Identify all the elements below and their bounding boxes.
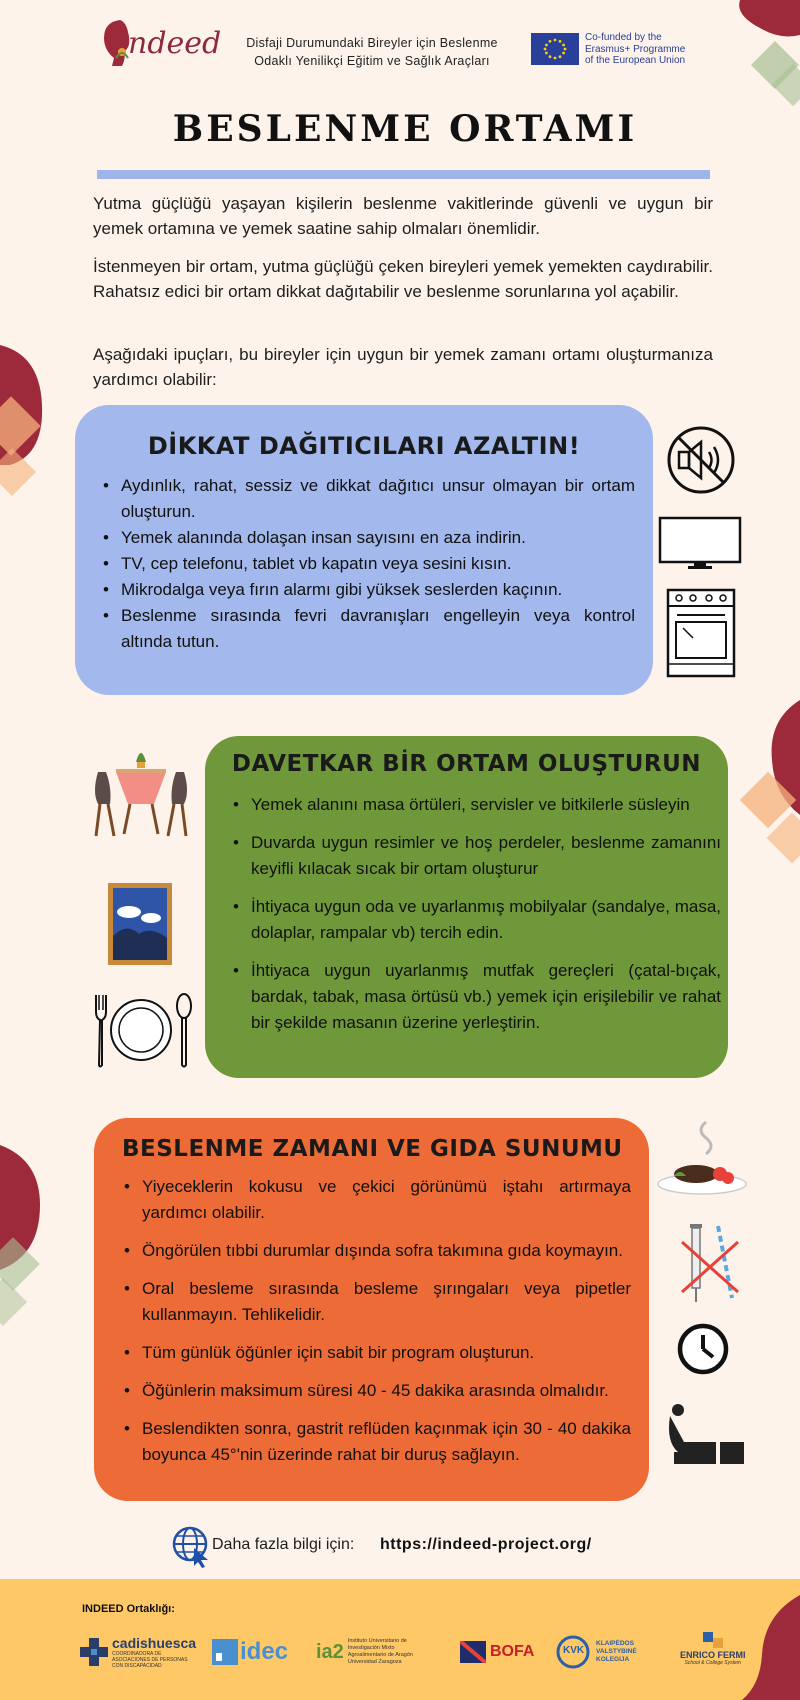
fermi-cube-icon xyxy=(701,1630,725,1650)
partner-name: ENRICO FERMI xyxy=(680,1650,746,1660)
food-plate-icon xyxy=(656,1118,748,1198)
mute-icon xyxy=(665,424,737,496)
list-item: • Yemek alanında dolaşan insan sayısını en aza indirin. xyxy=(103,525,635,551)
list-item: • Öğünlerin maksimum süresi 40 - 45 dakika arasında olmalıdır. xyxy=(124,1378,631,1404)
list-item: • Aydınlık, rahat, sessiz ve dikkat dağıtıcı unsur olmayan bir ortam oluşturun. xyxy=(103,473,635,525)
partner-subtitle: KLAIPĖDOS VALSTYBINĖ KOLEGIJA xyxy=(596,1640,637,1663)
oven-icon xyxy=(665,588,737,680)
clock-icon xyxy=(676,1322,730,1376)
globe-cursor-icon xyxy=(172,1526,210,1568)
decor-top-right xyxy=(720,0,800,120)
partner-name: BOFA xyxy=(490,1643,535,1660)
section-heading: BESLENME ZAMANI VE GIDA SUNUMU xyxy=(122,1136,623,1162)
section-heading: DİKKAT DAĞITICILARI AZALTIN! xyxy=(147,432,581,460)
recliner-icon xyxy=(664,1402,746,1468)
list-item: • Tüm günlük öğünler için sabit bir program oluşturun. xyxy=(124,1340,631,1366)
tips-list xyxy=(233,792,721,1048)
partners-label: INDEED Ortaklığı: xyxy=(82,1603,175,1615)
eu-flag-icon xyxy=(531,33,579,65)
list-item: • Duvarda uygun resimler ve hoş perdeler, beslenme zamanını keyifli kılacak sıcak bir ortam oluşturur xyxy=(233,830,721,882)
list-item: • TV, cep telefonu, tablet vb kapatın veya sesini kısın. xyxy=(103,551,635,577)
intro-paragraph-1: Yutma güçlüğü yaşayan kişilerin beslenme vakitlerinde güvenli ve uygun bir yemek ortamına ve yemek saatine sahip olmaları önemlidir. xyxy=(93,194,713,238)
section-heading: DAVETKAR BİR ORTAM OLUŞTURUN xyxy=(231,751,702,777)
section-inviting-environment xyxy=(205,736,728,1078)
list-item: • Mikrodalga veya fırın alarmı gibi yüksek seslerden kaçının. xyxy=(103,577,635,603)
partner-name: cadishuesca xyxy=(112,1635,197,1651)
plate-cutlery-icon xyxy=(86,990,196,1070)
list-item: • İhtiyaca uygun oda ve uyarlanmış mobilyalar (sandalye, masa, dolaplar, rampalar vb) tercih edin. xyxy=(233,894,721,946)
idec-mark-icon xyxy=(212,1639,238,1665)
cadis-cross-icon xyxy=(80,1638,108,1666)
list-item: • Oral besleme sırasında besleme şırıngaları veya pipetler kullanmayın. Tehlikelidir. xyxy=(124,1276,631,1328)
more-info-row xyxy=(172,1526,632,1566)
list-item: • Yiyeceklerin kokusu ve çekici görünümü iştahı artırmaya yardımcı olabilir. xyxy=(124,1174,631,1226)
intro-paragraph-3: Aşağıdaki ipuçları, bu bireyler için uygun bir yemek zamanı ortamı oluşturmanıza yardımcı olabilir: xyxy=(93,345,713,389)
partner-name: idec xyxy=(240,1638,289,1665)
partner-logo-kvk xyxy=(556,1634,642,1670)
tips-list xyxy=(103,473,635,655)
bofa-flag-icon xyxy=(460,1641,486,1663)
decor-bottom-right xyxy=(742,1595,800,1700)
partner-logo-bofa xyxy=(460,1634,534,1670)
framed-picture-icon xyxy=(107,882,173,966)
tv-icon xyxy=(658,516,742,570)
intro-paragraph-2: İstenmeyen bir ortam, yutma güçlüğü çeken bireyleri yemek yemekten caydırabilir. Rahatsız edici bir ortam dikkat dağıtabilir ve beslenme sorunlarına yol açabilir. xyxy=(93,257,713,301)
list-item: • Beslendikten sonra, gastrit reflüden kaçınmak için 30 - 40 dakika boyunca 45°'nin üzerinde rahat bir duruş sağlayın. xyxy=(124,1416,631,1468)
partner-subtitle: Instituto Universitario de Investigación Mixto Agroalimentario de Aragón Universidad Zaragoza xyxy=(347,1638,413,1665)
decor-right-mid xyxy=(728,700,800,900)
tips-list xyxy=(124,1174,631,1480)
partner-logo-fermi xyxy=(680,1630,746,1674)
no-syringe-straw-icon xyxy=(676,1222,746,1306)
title-underline xyxy=(97,170,710,179)
project-url-link[interactable]: https://indeed-project.org/ xyxy=(380,1536,592,1553)
more-info-label: Daha fazla bilgi için: xyxy=(212,1536,355,1553)
partner-logo-ia2 xyxy=(316,1634,428,1670)
partner-logo-cadis xyxy=(80,1634,200,1670)
section-reduce-distractions xyxy=(75,405,653,695)
partner-name: KVK xyxy=(563,1645,585,1656)
decor-left-2 xyxy=(0,1145,50,1335)
partner-name: ia2 xyxy=(316,1640,344,1663)
section-mealtime-food-presentation xyxy=(94,1118,649,1501)
partner-subtitle: School & College System xyxy=(684,1660,741,1666)
project-description: Disfaji Durumundaki Bireyler için Beslenme Odaklı Yenilikçi Eğitim ve Sağlık Araçları xyxy=(246,36,498,68)
partner-logo-idec xyxy=(212,1634,288,1670)
list-item: • Yemek alanını masa örtüleri, servisler ve bitkilerle süsleyin xyxy=(233,792,721,818)
dining-table-icon xyxy=(88,742,194,838)
list-item: • İhtiyaca uygun uyarlanmış mutfak gereçleri (çatal-bıçak, bardak, tabak, masa örtüsü vb.) yemek için erişilebilir ve rahat bir şekilde masanın üzerine yerleştirin. xyxy=(233,958,721,1036)
list-item: • Beslenme sırasında fevri davranışları engelleyin veya kontrol altında tutun. xyxy=(103,603,635,655)
logo-wordmark: ndeed xyxy=(128,26,222,61)
list-item: • Öngörülen tıbbi durumlar dışında sofra takımına gıda koymayın. xyxy=(124,1238,631,1264)
decor-left-1 xyxy=(0,345,50,535)
eu-cofunded-text: Co-funded by the Erasmus+ Programme of the European Union xyxy=(585,32,686,66)
partner-subtitle: COORDINADORA DE ASOCIACIONES DE PERSONAS CON DISCAPACIDAD xyxy=(112,1651,188,1669)
page-title: BESLENME ORTAMI xyxy=(172,108,638,150)
